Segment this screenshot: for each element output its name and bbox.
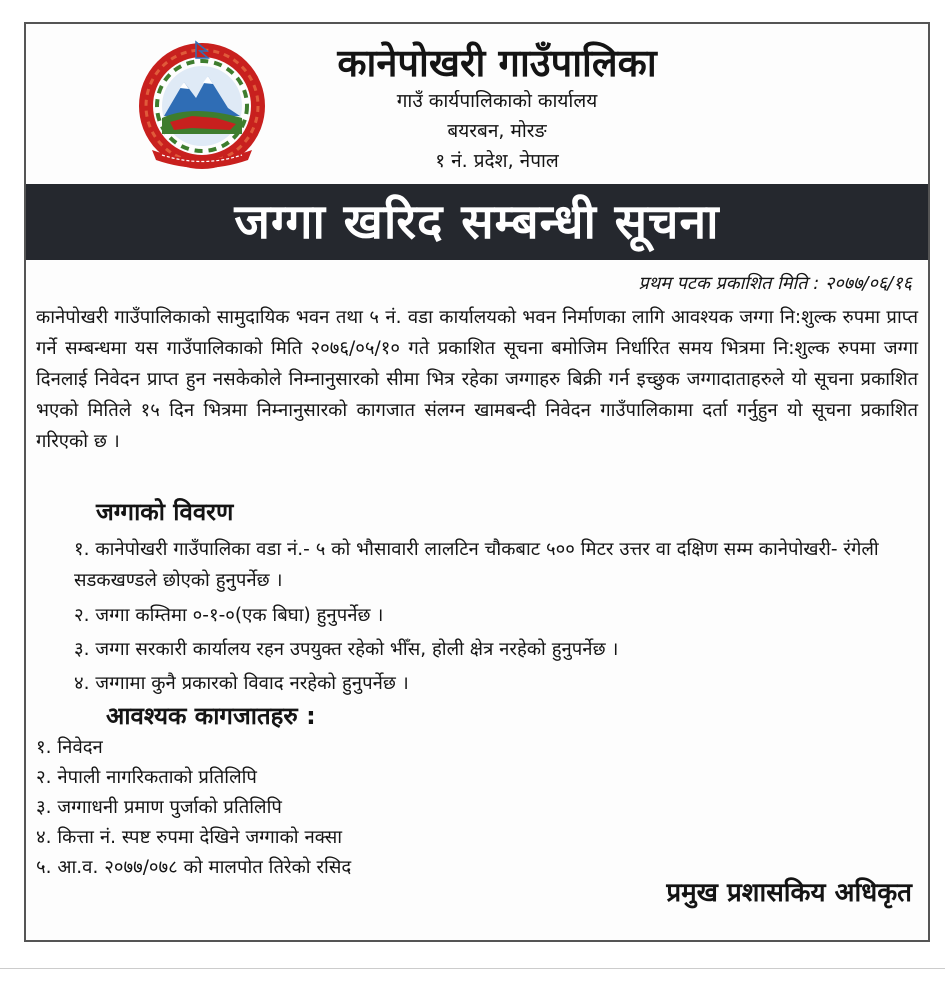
document-item-2: २. नेपाली नागरिकताको प्रतिलिपि	[36, 767, 257, 788]
document-item-4: ४. कित्ता नं. स्पष्ट रुपमा देखिने जग्गाको नक्सा	[36, 827, 343, 848]
land-condition-4: ४. जग्गामा कुनै प्रकारको विवाद नरहेको हुनुपर्नेछ ।	[74, 673, 409, 694]
land-details-heading: जग्गाको विवरण	[96, 498, 234, 526]
land-condition-2: २. जग्गा कम्तिमा ०-१-०(एक बिघा) हुनुपर्नेछ ।	[74, 605, 384, 626]
notice-document	[24, 22, 930, 942]
divider	[0, 968, 945, 969]
province-country: १ नं. प्रदेश, नेपाल	[435, 150, 559, 172]
document-item-3: ३. जग्गाधनी प्रमाण पुर्जाको प्रतिलिपि	[36, 797, 282, 818]
signatory-title: प्रमुख प्रशासकिय अधिकृत	[666, 878, 912, 908]
document-item-1: १. निवेदन	[36, 737, 103, 758]
notice-title-banner: जग्गा खरिद सम्बन्धी सूचना	[26, 184, 928, 260]
publish-date: प्रथम पटक प्रकाशित मिति : २०७७/०६/१६	[638, 273, 912, 294]
office-location: बयरबन, मोरङ	[447, 120, 547, 142]
office-name: गाउँ कार्यपालिकाको कार्यालय	[396, 90, 598, 112]
notice-body-paragraph: कानेपोखरी गाउँपालिकाको सामुदायिक भवन तथा ५ नं. वडा कार्यालयको भवन निर्माणका लागि आवश्यक जग्गा नि:शुल्क रुपमा प्राप्त गर्ने सम्बन्धमा यस गाउँपालिकाको मिति २०७६/०५/१० गते प्रकाशित सूचना बमोजिम निर्धारित समय भित्रमा नि:शुल्क रुपमा जग्गा दिनलाई निवेदन प्राप्त हुन नसकेकोले निम्नानुसारको सीमा भित्र रहेका जग्गाहरु बिक्री गर्न इच्छुक जग्गादाताहरुले यो सूचना प्रकाशित भएको मितिले १५ दिन भित्रमा निम्नानुसारको कागजात संलग्न खामबन्दी निवेदन गाउँपालिकामा दर्ता गर्नुहुन यो सूचना प्रकाशित गरिएको छ ।	[36, 307, 918, 452]
nepal-government-emblem-icon	[132, 38, 272, 170]
land-condition-1: १. कानेपोखरी गाउँपालिका वडा नं.- ५ को भौसावारी लालटिन चौकबाट ५०० मिटर उत्तर वा दक्षिण सम्म कानेपोखरी- रंगेली सडकखण्डले छोएको हुनुपर्नेछ ।	[74, 539, 879, 591]
municipality-name: कानेपोखरी गाउँपालिका	[337, 41, 657, 85]
land-condition-3: ३. जग्गा सरकारी कार्यालय रहन उपयुक्त रहेको भीँस, होली क्षेत्र नरहेको हुनुपर्नेछ ।	[74, 639, 619, 660]
document-item-5: ५. आ.व. २०७७/०७८ को मालपोत तिरेको रसिद	[36, 857, 352, 878]
required-documents-heading: आवश्यक कागजातहरु :	[106, 702, 316, 730]
